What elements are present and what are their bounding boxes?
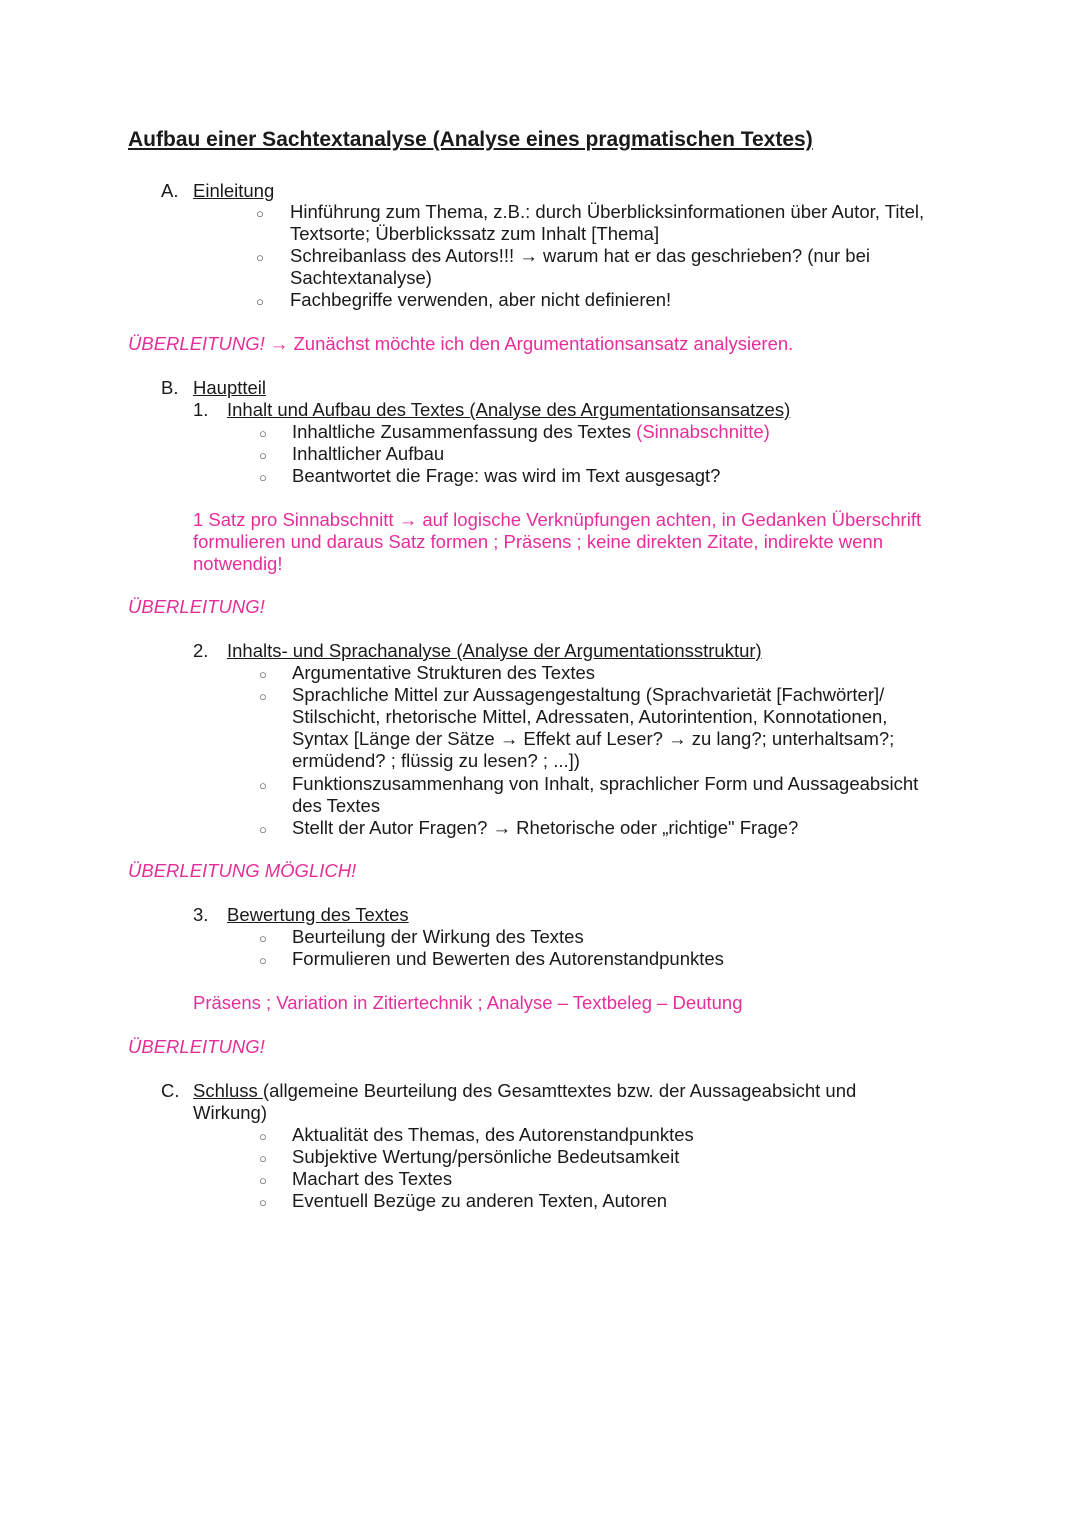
- section-c-title-cont: Wirkung): [193, 1102, 268, 1123]
- a-bullet-2-line-1: Schreibanlass des Autors!!! → warum hat er das geschrieben? (nur bei: [290, 245, 870, 266]
- c-line-4: Eventuell Bezüge zu anderen Texten, Autoren: [292, 1190, 668, 1211]
- section-a-heading: [161, 180, 274, 202]
- subsection-1-title: Inhalt und Aufbau des Textes (Analyse des Argumentationsansatzes): [227, 399, 791, 420]
- b1-bullet-1-text: Inhaltliche Zusammenfassung des Textes: [292, 421, 632, 442]
- c-line-3: Machart des Textes: [292, 1168, 453, 1189]
- b2-line-3: Stilschicht, rhetorische Mittel, Adressaten, Autorintention, Konnotationen,: [292, 706, 888, 727]
- bullet-icon: ○: [259, 689, 267, 704]
- bullet-icon: ○: [256, 294, 264, 309]
- subsection-3-heading: [193, 904, 409, 926]
- bullet-icon: ○: [259, 953, 267, 968]
- b3-note: Präsens ; Variation in Zitiertechnik ; Analyse – Textbeleg – Deutung: [193, 992, 743, 1013]
- bullet-icon: ○: [259, 426, 267, 441]
- transition-1-text: → Zunächst möchte ich den Argumentationsansatz analysieren.: [264, 333, 794, 354]
- bullet-icon: ○: [259, 1151, 267, 1166]
- b1-note-line-3: notwendig!: [193, 553, 283, 574]
- b1-bullet-2: Inhaltlicher Aufbau: [292, 443, 445, 464]
- transition-1: [128, 333, 793, 355]
- bullet-icon: ○: [259, 1173, 267, 1188]
- section-c-label: C.: [161, 1080, 180, 1101]
- b2-line-5: ermüdend? ; flüssig zu lesen? ; ...]): [292, 750, 580, 771]
- transition-4: ÜBERLEITUNG!: [128, 1036, 265, 1057]
- section-c-heading: [161, 1080, 856, 1102]
- b3-line-1: Beurteilung der Wirkung des Textes: [292, 926, 584, 947]
- section-b-title: Hauptteil: [193, 377, 267, 398]
- transition-2: ÜBERLEITUNG!: [128, 596, 265, 617]
- b2-line-7: des Textes: [292, 795, 381, 816]
- section-c-title: Schluss: [193, 1080, 263, 1101]
- c-line-1: Aktualität des Themas, des Autorenstandpunktes: [292, 1124, 694, 1145]
- a-bullet-2-line-2: Sachtextanalyse): [290, 267, 432, 288]
- bullet-icon: ○: [256, 206, 264, 221]
- a-bullet-1-line-1: Hinführung zum Thema, z.B.: durch Überblicksinformationen über Autor, Titel,: [290, 201, 925, 222]
- document-title: Aufbau einer Sachtextanalyse (Analyse eines pragmatischen Textes): [128, 128, 813, 151]
- b2-line-8: Stellt der Autor Fragen? → Rhetorische oder „richtige" Frage?: [292, 817, 799, 838]
- subsection-1-heading: [193, 399, 790, 421]
- b1-note-line-1: 1 Satz pro Sinnabschnitt → auf logische Verknüpfungen achten, in Gedanken Überschrift: [193, 509, 922, 530]
- c-line-2: Subjektive Wertung/persönliche Bedeutsamkeit: [292, 1146, 680, 1167]
- b2-line-4: Syntax [Länge der Sätze → Effekt auf Leser? → zu lang?; unterhaltsam?;: [292, 728, 895, 749]
- subsection-2-title: Inhalts- und Sprachanalyse (Analyse der Argumentationsstruktur): [227, 640, 762, 661]
- b2-line-2: Sprachliche Mittel zur Aussagengestaltung (Sprachvarietät [Fachwörter]/: [292, 684, 885, 705]
- bullet-icon: ○: [259, 470, 267, 485]
- section-a-title: Einleitung: [193, 180, 275, 201]
- bullet-icon: ○: [259, 1195, 267, 1210]
- bullet-icon: ○: [259, 822, 267, 837]
- b1-bullet-1-note: (Sinnabschnitte): [631, 421, 770, 442]
- section-c-title-rest: (allgemeine Beurteilung des Gesamttextes bzw. der Aussageabsicht und: [262, 1080, 857, 1101]
- b3-line-2: Formulieren und Bewerten des Autorenstandpunktes: [292, 948, 724, 969]
- section-b-label: B.: [161, 377, 179, 398]
- b1-bullet-1: [292, 421, 770, 443]
- a-bullet-3: Fachbegriffe verwenden, aber nicht definieren!: [290, 289, 672, 310]
- section-b-heading: [161, 377, 266, 399]
- transition-3: ÜBERLEITUNG MÖGLICH!: [128, 860, 357, 881]
- b2-line-6: Funktionszusammenhang von Inhalt, sprachlicher Form und Aussageabsicht: [292, 773, 919, 794]
- b1-note-line-2: formulieren und daraus Satz formen ; Präsens ; keine direkten Zitate, indirekte wenn: [193, 531, 883, 552]
- section-a-label: A.: [161, 180, 179, 201]
- transition-1-label: ÜBERLEITUNG!: [128, 333, 265, 354]
- bullet-icon: ○: [259, 448, 267, 463]
- subsection-3-num: 3.: [193, 904, 209, 925]
- bullet-icon: ○: [259, 1129, 267, 1144]
- subsection-2-num: 2.: [193, 640, 209, 661]
- subsection-3-title: Bewertung des Textes: [227, 904, 409, 925]
- b1-bullet-3: Beantwortet die Frage: was wird im Text ausgesagt?: [292, 465, 721, 486]
- b2-line-1: Argumentative Strukturen des Textes: [292, 662, 596, 683]
- bullet-icon: ○: [259, 931, 267, 946]
- subsection-1-num: 1.: [193, 399, 209, 420]
- bullet-icon: ○: [259, 667, 267, 682]
- bullet-icon: ○: [256, 250, 264, 265]
- subsection-2-heading: [193, 640, 762, 662]
- a-bullet-1-line-2: Textsorte; Überblickssatz zum Inhalt [Thema]: [290, 223, 660, 244]
- bullet-icon: ○: [259, 778, 267, 793]
